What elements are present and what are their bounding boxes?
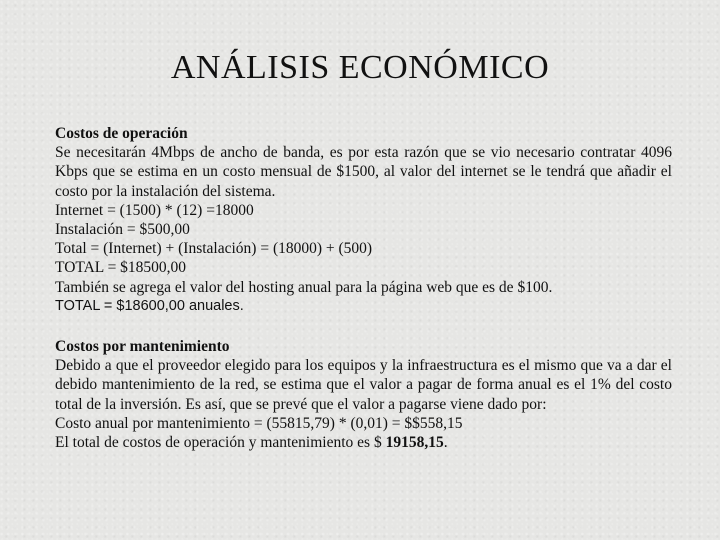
grand-total-line bbox=[55, 433, 672, 452]
maintenance-costs-paragraph: Debido a que el proveedor elegido para los equipos y la infraestructura es el mismo que va a dar el debido mantenimiento de la red, se estima que el valor a pagar de forma anual es el 1% del costo total de la inversión. Es así, que se prevé que el valor a pagarse viene dado por: bbox=[55, 357, 672, 413]
internet-cost-line: Internet = (1500) * (12) =18000 bbox=[55, 201, 254, 219]
annual-total-line: TOTAL = $18600,00 anuales. bbox=[55, 297, 244, 314]
annual-maintenance-cost-line: Costo anual por mantenimiento = (55815,79) * (0,01) = $$558,15 bbox=[55, 414, 463, 432]
total-line: TOTAL = $18500,00 bbox=[55, 259, 187, 277]
slide-content bbox=[55, 124, 672, 452]
hosting-cost-line: También se agrega el valor del hosting anual para la página web que es de $100. bbox=[55, 278, 553, 296]
maintenance-costs-heading: Costos por mantenimiento bbox=[55, 338, 230, 356]
page-title: ANÁLISIS ECONÓMICO bbox=[170, 49, 550, 86]
section-spacer bbox=[55, 316, 672, 337]
installation-cost-line: Instalación = $500,00 bbox=[55, 221, 190, 239]
grand-total-prefix: El total de costos de operación y mantenimiento es $ bbox=[55, 434, 386, 452]
total-formula-line: Total = (Internet) + (Instalación) = (18000) + (500) bbox=[55, 240, 373, 258]
operation-costs-paragraph: Se necesitarán 4Mbps de ancho de banda, es por esta razón que se vio necesario contratar 4096 Kbps que se estima en un costo mensual de $1500, al valor del internet se le tendrá que añadir el costo por la instalación del sistema. bbox=[55, 144, 672, 200]
grand-total-value: 19158,15 bbox=[385, 434, 444, 452]
grand-total-suffix: . bbox=[443, 434, 448, 452]
operation-costs-heading: Costos de operación bbox=[55, 125, 188, 142]
